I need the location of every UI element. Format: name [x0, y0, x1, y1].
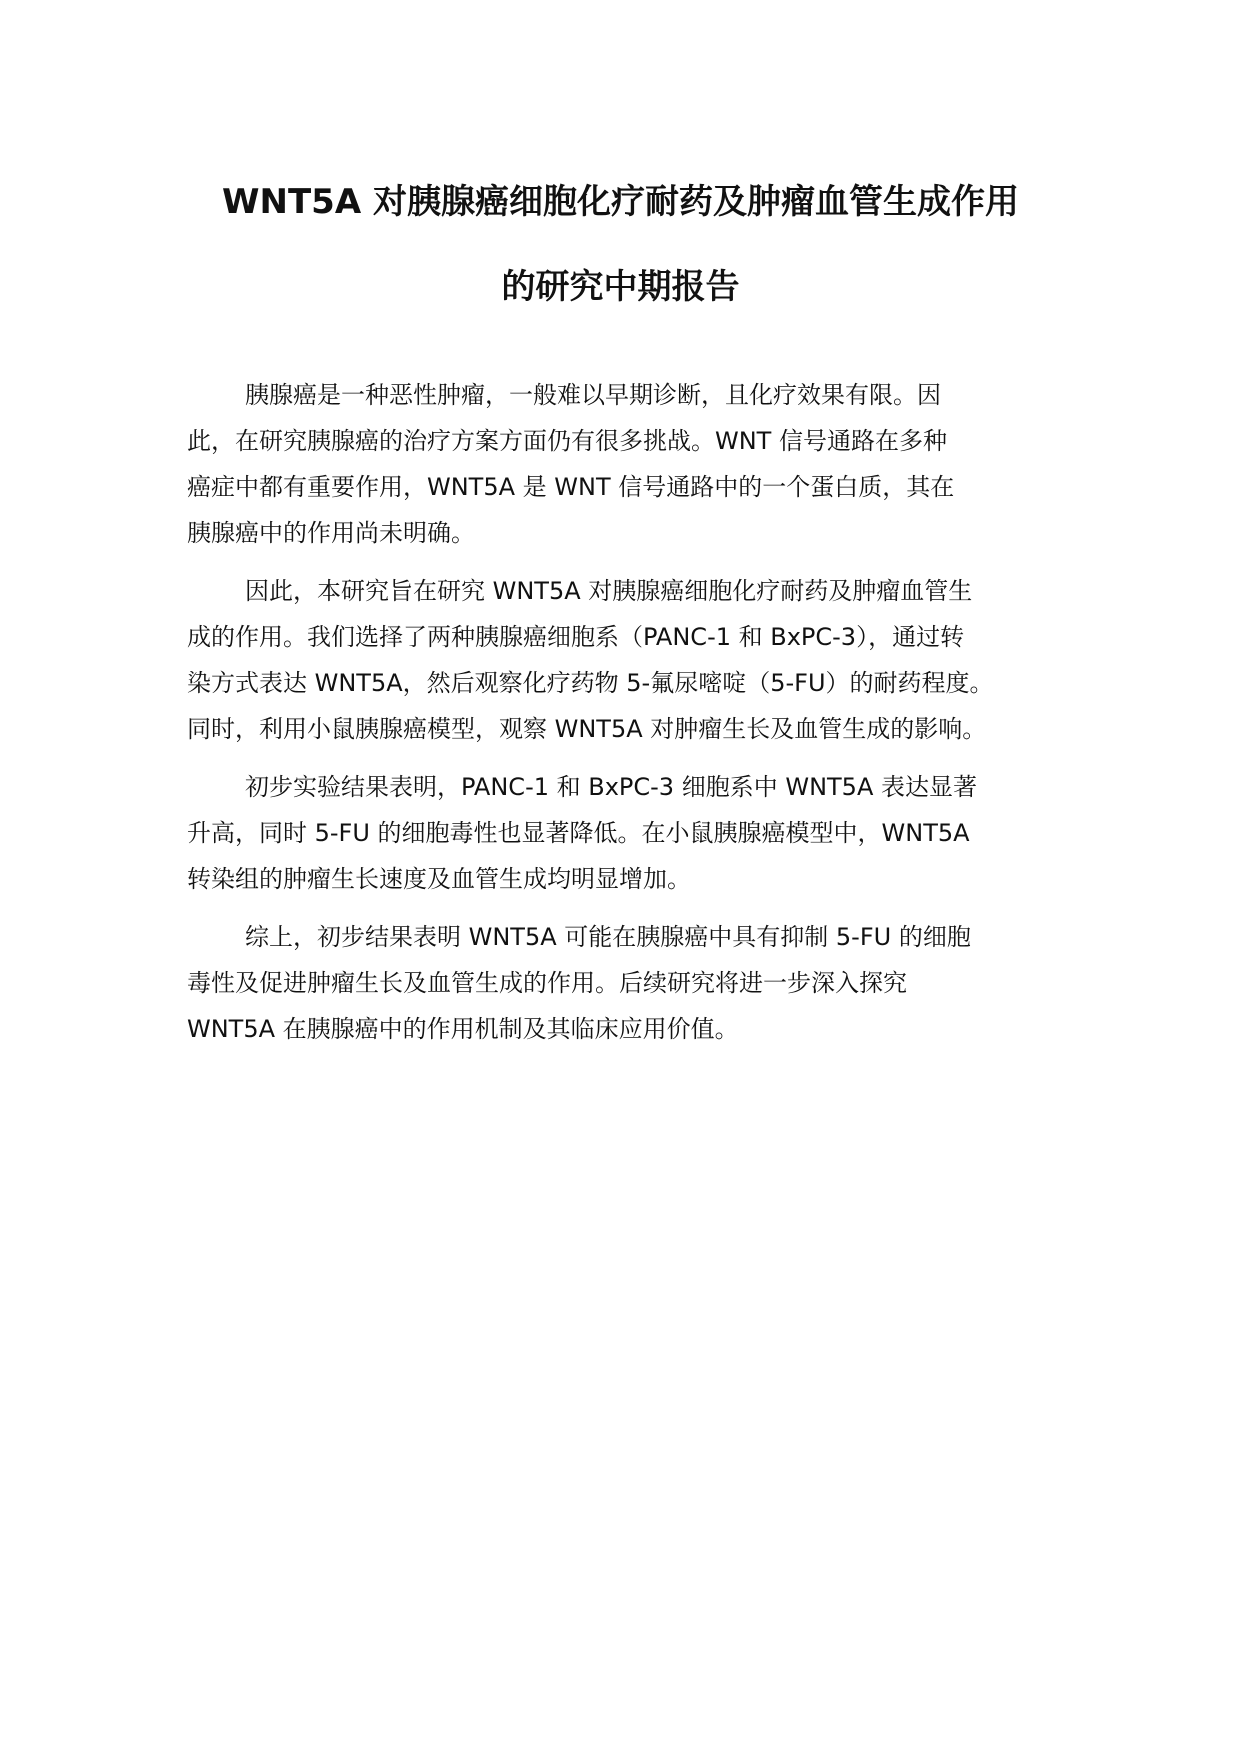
paragraph-line: 胰腺癌中的作用尚未明确。 [187, 519, 475, 547]
paragraph-line: 升高，同时 5-FU 的细胞毒性也显著降低。在小鼠胰腺癌模型中，WNT5A [187, 819, 970, 847]
paragraph-4 [187, 914, 1077, 1052]
paragraph-line: 综上，初步结果表明 WNT5A 可能在胰腺癌中具有抑制 5-FU 的细胞 [245, 923, 971, 951]
paragraph-1 [187, 372, 1077, 556]
paragraph-line: WNT5A 在胰腺癌中的作用机制及其临床应用价值。 [187, 1015, 739, 1043]
paragraph-line: 因此，本研究旨在研究 WNT5A 对胰腺癌细胞化疗耐药及肿瘤血管生 [245, 577, 973, 605]
paragraph-line: 胰腺癌是一种恶性肿瘤，一般难以早期诊断，且化疗效果有限。因 [245, 381, 941, 409]
document-title-line-1: WNT5A 对胰腺癌细胞化疗耐药及肿瘤血管生成作用 [222, 182, 1019, 222]
paragraph-line: 初步实验结果表明，PANC-1 和 BxPC-3 细胞系中 WNT5A 表达显著 [245, 773, 977, 801]
paragraph-line: 转染组的肿瘤生长速度及血管生成均明显增加。 [187, 865, 691, 893]
paragraph-2 [187, 568, 1077, 752]
paragraph-3 [187, 764, 1077, 902]
document-title-line-2: 的研究中期报告 [501, 267, 740, 307]
paragraph-line: 毒性及促进肿瘤生长及血管生成的作用。后续研究将进一步深入探究 [187, 969, 907, 997]
paragraph-line: 癌症中都有重要作用，WNT5A 是 WNT 信号通路中的一个蛋白质，其在 [187, 473, 955, 501]
paragraph-line: 同时，利用小鼠胰腺癌模型，观察 WNT5A 对肿瘤生长及血管生成的影响。 [187, 715, 987, 743]
document-body [187, 372, 1077, 1064]
paragraph-line: 此，在研究胰腺癌的治疗方案方面仍有很多挑战。WNT 信号通路在多种 [187, 427, 947, 455]
paragraph-line: 成的作用。我们选择了两种胰腺癌细胞系（PANC-1 和 BxPC-3），通过转 [187, 623, 965, 651]
paragraph-line: 染方式表达 WNT5A，然后观察化疗药物 5-氟尿嘧啶（5-FU）的耐药程度。 [187, 669, 994, 697]
